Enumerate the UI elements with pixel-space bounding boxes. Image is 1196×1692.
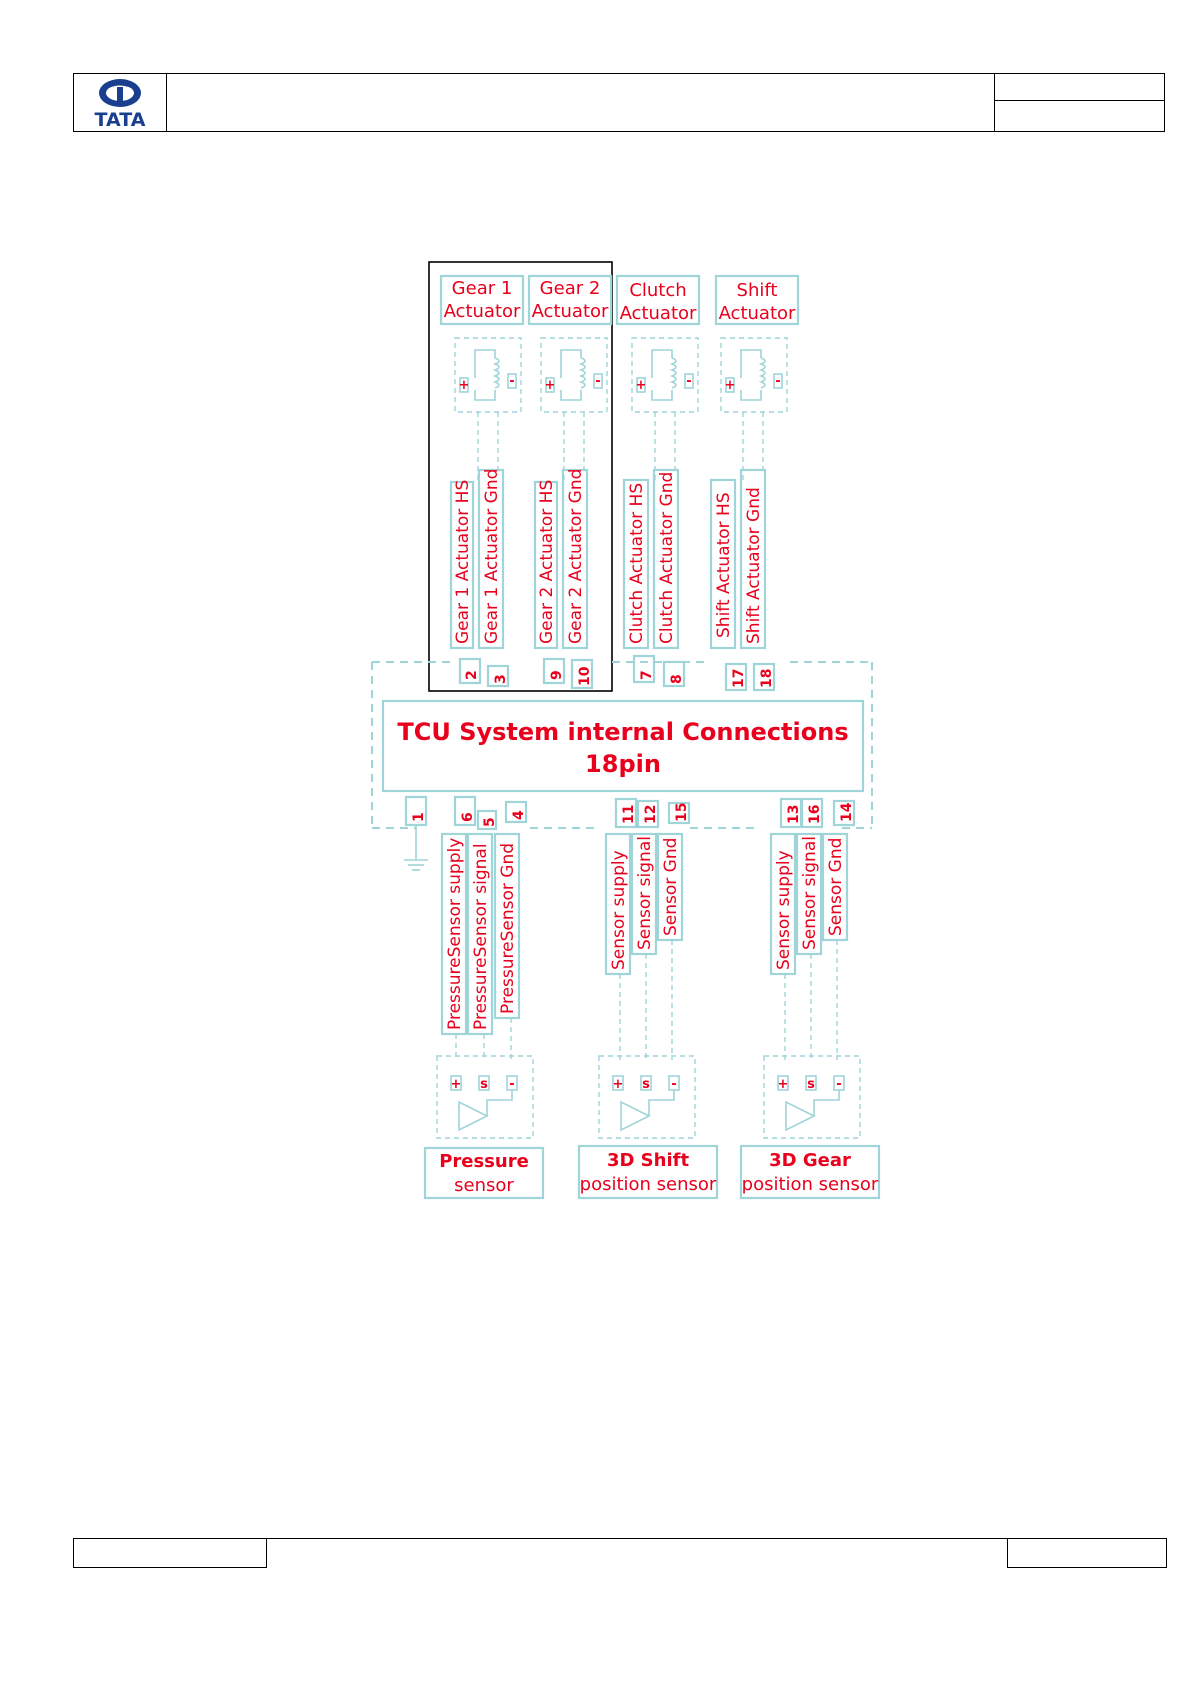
actuator-gear1-line2: Actuator [443,301,521,322]
svg-text:s: s [642,1077,650,1092]
svg-text:-: - [836,1077,842,1092]
svg-text:+: + [724,378,736,393]
svg-text:s: s [480,1077,488,1092]
wire-pressure-supply: PressureSensor supply [445,837,465,1030]
svg-text:+: + [777,1077,789,1092]
pin-3: 3 [493,674,509,684]
pin-7: 7 [639,670,655,680]
sensor-symbols [437,1056,860,1138]
sensor-pressure-line1: Pressure [439,1151,529,1172]
wire-clutch-gnd: Clutch Actuator Gnd [657,471,677,644]
wire-shift-hs: Shift Actuator HS [714,492,734,638]
sensor-pressure-line2: sensor [454,1175,514,1196]
gear1-coil-icon [455,338,521,412]
actuator-shift-line1: Shift [736,280,778,301]
wire-gear1-gnd: Gear 1 Actuator Gnd [482,468,502,644]
wire-shift-sensor-supply: Sensor supply [609,850,629,970]
logo-text: TATA [94,109,146,131]
pin-12: 12 [643,804,659,824]
pin-4: 4 [511,810,527,820]
pin-15: 15 [674,802,690,822]
tcu-bottom-pins [406,797,855,829]
actuator-gear1-line1: Gear 1 [451,278,513,299]
wire-gear-sensor-signal: Sensor signal [800,836,820,950]
sensor-shift-label [579,1146,717,1198]
shift-position-sensor-icon [599,1056,695,1138]
wire-shift-sensor-gnd: Sensor Gnd [661,837,681,936]
svg-text:-: - [775,374,781,389]
sensor-gear-line1: 3D Gear [769,1150,851,1171]
shift-coil-icon [721,338,787,412]
actuator-clutch-label [617,276,699,324]
pin-18: 18 [759,668,775,688]
svg-text:+: + [635,378,647,393]
sensor-gear-label [741,1146,879,1198]
pin-1: 1 [411,812,427,822]
wire-shift-gnd: Shift Actuator Gnd [744,487,764,644]
actuator-wire-labels [451,469,765,648]
gear2-coil-icon [541,338,607,412]
pin-2: 2 [464,670,480,680]
wire-clutch-hs: Clutch Actuator HS [627,482,647,644]
actuator-gear2-label [529,276,611,324]
tcu-main-box [383,701,863,791]
wire-pressure-gnd: PressureSensor Gnd [498,842,518,1014]
pin-10: 10 [577,666,593,686]
actuator-clutch-line1: Clutch [629,280,687,301]
tcu-title: TCU System internal Connections [397,718,849,746]
pin-5: 5 [482,817,498,827]
pressure-sensor-icon [437,1056,533,1138]
sensor-gear-line2: position sensor [741,1174,879,1195]
actuator-gear2-line2: Actuator [531,301,609,322]
wire-gear-sensor-gnd: Sensor Gnd [826,837,846,936]
actuator-coil-symbols [455,338,787,412]
actuator-shift-line2: Actuator [718,303,796,324]
pin-6: 6 [460,812,476,822]
pin-9: 9 [549,670,565,680]
svg-text:-: - [671,1077,677,1092]
wire-gear2-hs: Gear 2 Actuator HS [537,479,557,644]
svg-text:-: - [595,374,601,389]
sensor-shift-line2: position sensor [579,1174,717,1195]
wire-gear-sensor-supply: Sensor supply [774,850,794,970]
gear-position-sensor-icon [764,1056,860,1138]
pin-13: 13 [786,804,802,824]
svg-text:+: + [450,1077,462,1092]
wire-pressure-signal: PressureSensor signal [471,843,491,1030]
svg-text:s: s [807,1077,815,1092]
svg-text:-: - [509,1077,515,1092]
wire-shift-sensor-signal: Sensor signal [635,836,655,950]
pin-11: 11 [621,804,637,824]
actuator-gear1-label [441,276,523,324]
sensor-wire-labels [442,834,847,1034]
wire-gear2-gnd: Gear 2 Actuator Gnd [566,468,586,644]
sensor-pressure-label [425,1148,543,1198]
svg-text:+: + [458,378,470,393]
sensor-shift-line1: 3D Shift [606,1150,690,1171]
svg-text:-: - [509,374,515,389]
pin-8: 8 [669,674,685,684]
svg-text:+: + [612,1077,624,1092]
clutch-coil-icon [632,338,698,412]
svg-text:-: - [686,374,692,389]
ground-icon [404,825,428,870]
actuator-gear2-line1: Gear 2 [539,278,601,299]
pin-16: 16 [807,804,823,824]
pin-14: 14 [839,802,855,822]
svg-text:+: + [544,378,556,393]
actuator-shift-label [716,276,798,324]
actuator-wires-upper [478,412,763,482]
pin-17: 17 [731,668,747,688]
actuator-clutch-line2: Actuator [619,303,697,324]
tcu-pin-count: 18pin [585,750,661,778]
wire-gear1-hs: Gear 1 Actuator HS [453,479,473,644]
